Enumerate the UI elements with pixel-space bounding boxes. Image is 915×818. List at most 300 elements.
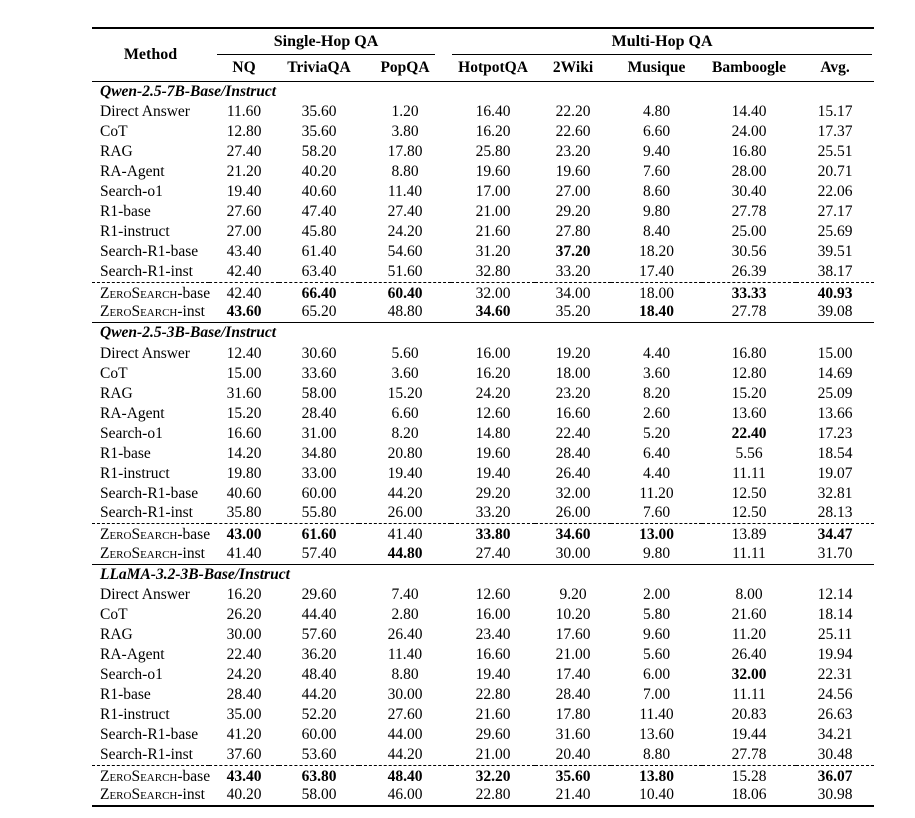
method-cell: Search-o1 (100, 666, 163, 683)
column-header-nq: NQ (232, 58, 256, 76)
value-cell: 33.00 (301, 464, 337, 482)
method-cell: ZeroSearch-inst (100, 303, 205, 321)
value-cell: 13.66 (817, 404, 853, 422)
value-cell: 60.40 (359, 282, 451, 303)
value-cell: 31.00 (301, 424, 337, 442)
value-cell: 5.20 (642, 424, 671, 442)
value-cell: 14.80 (475, 424, 511, 442)
value-cell: 60.00 (301, 484, 337, 502)
value-cell: 24.00 (731, 123, 767, 140)
method-name-smallcaps: ZeroSearch (100, 544, 178, 562)
value-cell: 6.40 (642, 444, 671, 462)
value-cell: 15.20 (226, 404, 262, 422)
value-cell: 27.40 (387, 203, 423, 220)
group-header-multi-hop (451, 28, 874, 55)
value-cell: 43.00 (209, 524, 279, 545)
value-cell: 53.60 (301, 745, 337, 763)
value-cell: 33.20 (475, 504, 511, 522)
value-cell: 35.80 (226, 504, 262, 522)
value-cell: 48.40 (301, 666, 337, 683)
value-cell: 42.40 (209, 282, 279, 303)
value-cell: 11.11 (732, 686, 766, 703)
value-cell: 21.40 (555, 786, 591, 803)
value-cell: 16.60 (475, 646, 511, 663)
value-cell: 13.60 (639, 726, 674, 743)
column-header-triviaqa: TriviaQA (287, 58, 351, 76)
value-cell: 15.17 (817, 103, 853, 120)
value-cell: 29.20 (555, 203, 591, 220)
value-cell: 26.40 (731, 646, 767, 663)
method-cell: ZeroSearch-inst (100, 786, 205, 803)
table-row (92, 665, 874, 685)
value-cell: 36.20 (301, 646, 337, 663)
value-cell: 25.09 (817, 384, 853, 402)
method-cell: CoT (100, 364, 128, 382)
value-cell: 2.60 (642, 404, 671, 422)
method-cell: R1-base (100, 203, 151, 220)
value-cell: 15.20 (387, 384, 423, 402)
value-cell: 36.07 (796, 765, 874, 786)
value-cell: 16.40 (475, 103, 511, 120)
value-cell: 12.14 (817, 586, 853, 603)
method-cell: Search-R1-base (100, 726, 199, 743)
table-row (92, 303, 874, 323)
table-row (92, 705, 874, 725)
value-cell: 17.40 (555, 666, 591, 683)
value-cell: 8.20 (642, 384, 671, 402)
value-cell: 34.80 (301, 444, 337, 462)
value-cell: 28.13 (817, 504, 853, 522)
value-cell: 27.00 (226, 223, 262, 240)
table-row (92, 504, 874, 524)
value-cell: 35.60 (301, 103, 337, 120)
value-cell: 16.20 (226, 586, 262, 603)
column-header-hotpotqa: HotpotQA (458, 58, 528, 76)
method-cell: ZeroSearch-base (92, 282, 209, 303)
value-cell: 22.06 (817, 183, 853, 200)
value-cell: 25.69 (817, 223, 853, 240)
value-cell: 19.60 (475, 163, 511, 180)
section-title: Qwen-2.5-7B-Base/Instruct (92, 81, 874, 102)
value-cell: 26.63 (817, 706, 853, 723)
table-row (92, 444, 874, 464)
value-cell: 34.60 (535, 524, 611, 545)
value-cell: 5.80 (642, 606, 671, 623)
value-cell: 19.60 (555, 163, 591, 180)
value-cell: 8.80 (391, 666, 419, 683)
value-cell: 22.40 (226, 646, 262, 663)
value-cell: 18.54 (817, 444, 853, 462)
value-cell: 26.40 (387, 626, 423, 643)
group-label-multi-hop: Multi-Hop QA (452, 33, 872, 55)
value-cell: 44.80 (387, 544, 423, 562)
value-cell: 13.89 (702, 524, 796, 545)
value-cell: 30.56 (731, 243, 767, 260)
method-cell: Direct Answer (100, 103, 190, 120)
table-row (92, 222, 874, 242)
value-cell: 16.60 (226, 424, 262, 442)
value-cell: 13.60 (731, 404, 767, 422)
value-cell: 32.00 (731, 666, 767, 683)
value-cell: 33.20 (555, 262, 591, 280)
value-cell: 40.20 (301, 163, 337, 180)
value-cell: 28.40 (226, 686, 262, 703)
value-cell: 21.00 (555, 646, 591, 663)
value-cell: 22.20 (555, 103, 591, 120)
value-cell: 34.21 (817, 726, 853, 743)
table-row (92, 585, 874, 605)
value-cell: 44.00 (387, 726, 423, 743)
table-row (92, 122, 874, 142)
value-cell: 37.60 (226, 745, 262, 763)
value-cell: 52.20 (301, 706, 337, 723)
value-cell: 27.78 (731, 745, 767, 763)
value-cell: 24.20 (226, 666, 262, 683)
value-cell: 18.06 (731, 786, 767, 803)
results-table (92, 27, 874, 807)
table-head (92, 28, 874, 81)
value-cell: 4.40 (642, 344, 671, 362)
value-cell: 57.60 (301, 626, 337, 643)
value-cell: 10.40 (639, 786, 674, 803)
table-row (92, 424, 874, 444)
value-cell: 43.40 (209, 765, 279, 786)
value-cell: 19.44 (731, 726, 767, 743)
value-cell: 29.20 (475, 484, 511, 502)
value-cell: 63.80 (279, 765, 359, 786)
table-row (92, 202, 874, 222)
value-cell: 18.20 (639, 243, 674, 260)
value-cell: 20.80 (387, 444, 423, 462)
column-header-avg: Avg. (820, 58, 850, 76)
value-cell: 35.60 (535, 765, 611, 786)
value-cell: 11.40 (639, 706, 674, 723)
value-cell: 3.60 (391, 364, 419, 382)
section-title: LLaMA-3.2-3B-Base/Instruct (92, 564, 874, 585)
value-cell: 17.23 (817, 424, 853, 442)
value-cell: 26.20 (226, 606, 262, 623)
method-cell: RAG (100, 626, 133, 643)
value-cell: 30.00 (555, 544, 591, 562)
value-cell: 32.80 (475, 262, 511, 280)
value-cell: 21.20 (226, 163, 262, 180)
table-row (92, 344, 874, 364)
value-cell: 19.60 (475, 444, 511, 462)
method-cell: Direct Answer (100, 344, 190, 362)
method-cell: RAG (100, 384, 133, 402)
value-cell: 11.11 (732, 464, 766, 482)
table-row (92, 282, 874, 303)
value-cell: 58.00 (301, 384, 337, 402)
value-cell: 22.40 (731, 424, 767, 442)
value-cell: 40.60 (226, 484, 262, 502)
value-cell: 9.80 (642, 203, 671, 220)
value-cell: 26.00 (387, 504, 423, 522)
value-cell: 11.20 (639, 484, 674, 502)
value-cell: 17.80 (555, 706, 591, 723)
value-cell: 22.40 (555, 424, 591, 442)
value-cell: 17.60 (555, 626, 591, 643)
value-cell: 22.80 (475, 786, 511, 803)
value-cell: 7.00 (642, 686, 671, 703)
value-cell: 34.00 (535, 282, 611, 303)
value-cell: 61.60 (279, 524, 359, 545)
value-cell: 27.40 (226, 143, 262, 160)
value-cell: 15.00 (226, 364, 262, 382)
section-title-row (92, 564, 874, 585)
value-cell: 12.40 (226, 344, 262, 362)
value-cell: 30.00 (387, 686, 423, 703)
value-cell: 41.20 (226, 726, 262, 743)
value-cell: 18.00 (611, 282, 702, 303)
method-cell: RA-Agent (100, 646, 165, 663)
value-cell: 26.39 (731, 262, 767, 280)
value-cell: 21.00 (475, 203, 511, 220)
value-cell: 21.60 (731, 606, 767, 623)
value-cell: 8.80 (642, 745, 671, 763)
value-cell: 58.20 (301, 143, 337, 160)
table-row (92, 242, 874, 262)
value-cell: 27.80 (555, 223, 591, 240)
value-cell: 16.00 (475, 344, 511, 362)
value-cell: 34.47 (796, 524, 874, 545)
value-cell: 16.60 (555, 404, 591, 422)
value-cell: 20.71 (817, 163, 853, 180)
value-cell: 43.40 (226, 243, 262, 260)
value-cell: 18.14 (817, 606, 853, 623)
value-cell: 6.00 (642, 666, 671, 683)
value-cell: 30.48 (817, 745, 853, 763)
value-cell: 40.60 (301, 183, 337, 200)
method-cell: ZeroSearch-base (92, 765, 209, 786)
value-cell: 11.40 (387, 183, 423, 200)
value-cell: 5.60 (391, 344, 419, 362)
table-row (92, 745, 874, 765)
value-cell: 12.50 (731, 484, 767, 502)
value-cell: 40.20 (226, 786, 262, 803)
value-cell: 6.60 (642, 123, 671, 140)
value-cell: 38.17 (817, 262, 853, 280)
value-cell: 20.83 (731, 706, 767, 723)
method-cell: R1-base (100, 444, 151, 462)
value-cell: 8.20 (391, 424, 419, 442)
value-cell: 21.60 (475, 706, 511, 723)
value-cell: 30.98 (817, 786, 853, 803)
value-cell: 19.20 (555, 344, 591, 362)
section-title: Qwen-2.5-3B-Base/Instruct (92, 323, 874, 344)
value-cell: 33.80 (451, 524, 535, 545)
method-cell: RA-Agent (100, 404, 165, 422)
table-row (92, 524, 874, 545)
value-cell: 39.08 (817, 303, 853, 321)
value-cell: 33.33 (702, 282, 796, 303)
value-cell: 12.50 (731, 504, 767, 522)
table-row (92, 544, 874, 564)
method-name-smallcaps: ZeroSearch (100, 786, 178, 803)
value-cell: 18.00 (555, 364, 591, 382)
method-name-smallcaps: ZeroSearch (100, 526, 178, 543)
value-cell: 25.80 (475, 143, 511, 160)
table-row (92, 404, 874, 424)
method-cell: Search-R1-base (100, 243, 199, 260)
method-cell: ZeroSearch-base (92, 524, 209, 545)
value-cell: 24.20 (475, 384, 511, 402)
value-cell: 18.40 (639, 303, 674, 321)
value-cell: 8.80 (391, 163, 419, 180)
method-cell: R1-base (100, 686, 151, 703)
value-cell: 27.60 (387, 706, 423, 723)
value-cell: 2.00 (642, 586, 671, 603)
value-cell: 2.80 (391, 606, 419, 623)
value-cell: 15.28 (702, 765, 796, 786)
table-row (92, 765, 874, 786)
value-cell: 25.11 (817, 626, 853, 643)
value-cell: 10.20 (555, 606, 591, 623)
value-cell: 19.40 (475, 464, 511, 482)
value-cell: 32.00 (451, 282, 535, 303)
value-cell: 65.20 (301, 303, 337, 321)
value-cell: 7.40 (391, 586, 419, 603)
value-cell: 13.80 (611, 765, 702, 786)
value-cell: 30.40 (731, 183, 767, 200)
value-cell: 48.80 (387, 303, 423, 321)
column-header-2wiki: 2Wiki (552, 58, 594, 76)
table-row (92, 364, 874, 384)
group-label-single-hop: Single-Hop QA (217, 33, 435, 55)
value-cell: 26.00 (555, 504, 591, 522)
group-header-single-hop (209, 28, 451, 55)
value-cell: 27.60 (226, 203, 262, 220)
value-cell: 7.60 (642, 504, 671, 522)
value-cell: 11.40 (387, 646, 423, 663)
value-cell: 12.60 (475, 586, 511, 603)
value-cell: 27.78 (731, 303, 767, 321)
value-cell: 9.20 (559, 586, 587, 603)
value-cell: 16.80 (731, 143, 767, 160)
value-cell: 8.00 (735, 586, 763, 603)
value-cell: 23.40 (475, 626, 511, 643)
method-cell: CoT (100, 123, 128, 140)
method-cell: Search-R1-inst (100, 745, 193, 763)
table-row (92, 102, 874, 122)
value-cell: 35.20 (555, 303, 591, 321)
value-cell: 34.60 (475, 303, 511, 321)
value-cell: 51.60 (387, 262, 423, 280)
value-cell: 54.60 (387, 243, 423, 260)
value-cell: 11.20 (731, 626, 767, 643)
value-cell: 5.56 (735, 444, 763, 462)
value-cell: 42.40 (226, 262, 262, 280)
value-cell: 41.40 (226, 544, 262, 562)
table-row (92, 725, 874, 745)
value-cell: 13.00 (611, 524, 702, 545)
value-cell: 24.20 (387, 223, 423, 240)
value-cell: 31.20 (475, 243, 511, 260)
value-cell: 12.80 (226, 123, 262, 140)
value-cell: 14.20 (226, 444, 262, 462)
table-row (92, 262, 874, 282)
value-cell: 57.40 (301, 544, 337, 562)
value-cell: 15.20 (731, 384, 767, 402)
value-cell: 8.40 (642, 223, 671, 240)
value-cell: 44.40 (301, 606, 337, 623)
value-cell: 48.40 (359, 765, 451, 786)
method-cell: Search-R1-inst (100, 262, 193, 280)
method-cell: Search-o1 (100, 424, 163, 442)
value-cell: 22.31 (817, 666, 853, 683)
method-name-smallcaps: ZeroSearch (100, 767, 178, 785)
table-row (92, 142, 874, 162)
method-column-header: Method (123, 45, 178, 63)
value-cell: 35.60 (301, 123, 337, 140)
value-cell: 58.00 (301, 786, 337, 803)
value-cell: 19.40 (475, 666, 511, 683)
value-cell: 25.51 (817, 143, 853, 160)
value-cell: 16.00 (475, 606, 511, 623)
value-cell: 8.60 (642, 183, 671, 200)
value-cell: 12.60 (475, 404, 511, 422)
value-cell: 39.51 (817, 243, 853, 260)
value-cell: 44.20 (387, 745, 423, 763)
value-cell: 27.00 (555, 183, 591, 200)
column-header-bamboogle: Bamboogle (712, 58, 787, 76)
method-name-smallcaps: ZeroSearch (100, 303, 178, 321)
value-cell: 27.78 (731, 203, 767, 220)
value-cell: 9.40 (642, 143, 671, 160)
value-cell: 44.20 (301, 686, 337, 703)
table-row (92, 625, 874, 645)
value-cell: 20.40 (555, 745, 591, 763)
group-header-row (92, 28, 874, 55)
table-row (92, 685, 874, 705)
value-cell: 29.60 (475, 726, 511, 743)
value-cell: 40.93 (796, 282, 874, 303)
value-cell: 14.69 (817, 364, 853, 382)
value-cell: 29.60 (301, 586, 337, 603)
method-cell: ZeroSearch-inst (100, 544, 205, 562)
value-cell: 22.60 (555, 123, 591, 140)
value-cell: 27.40 (475, 544, 511, 562)
method-cell: R1-instruct (100, 706, 170, 723)
section-title-row (92, 81, 874, 102)
value-cell: 28.00 (731, 163, 767, 180)
table-row (92, 464, 874, 484)
value-cell: 4.80 (642, 103, 671, 120)
value-cell: 61.40 (301, 243, 337, 260)
value-cell: 17.40 (639, 262, 674, 280)
value-cell: 28.40 (555, 444, 591, 462)
value-cell: 17.00 (475, 183, 511, 200)
value-cell: 31.60 (226, 384, 262, 402)
value-cell: 30.00 (226, 626, 262, 643)
value-cell: 47.40 (301, 203, 337, 220)
value-cell: 1.20 (391, 103, 419, 120)
value-cell: 32.00 (555, 484, 591, 502)
value-cell: 17.37 (817, 123, 853, 140)
value-cell: 3.60 (642, 364, 671, 382)
column-header-popqa: PopQA (380, 58, 430, 76)
value-cell: 17.80 (387, 143, 423, 160)
value-cell: 16.20 (475, 123, 511, 140)
value-cell: 31.60 (555, 726, 591, 743)
table-row (92, 645, 874, 665)
value-cell: 9.80 (642, 544, 671, 562)
value-cell: 63.40 (301, 262, 337, 280)
value-cell: 7.60 (642, 163, 671, 180)
method-name-smallcaps: ZeroSearch (100, 284, 178, 302)
method-cell: Search-R1-base (100, 484, 199, 502)
value-cell: 6.60 (391, 404, 419, 422)
